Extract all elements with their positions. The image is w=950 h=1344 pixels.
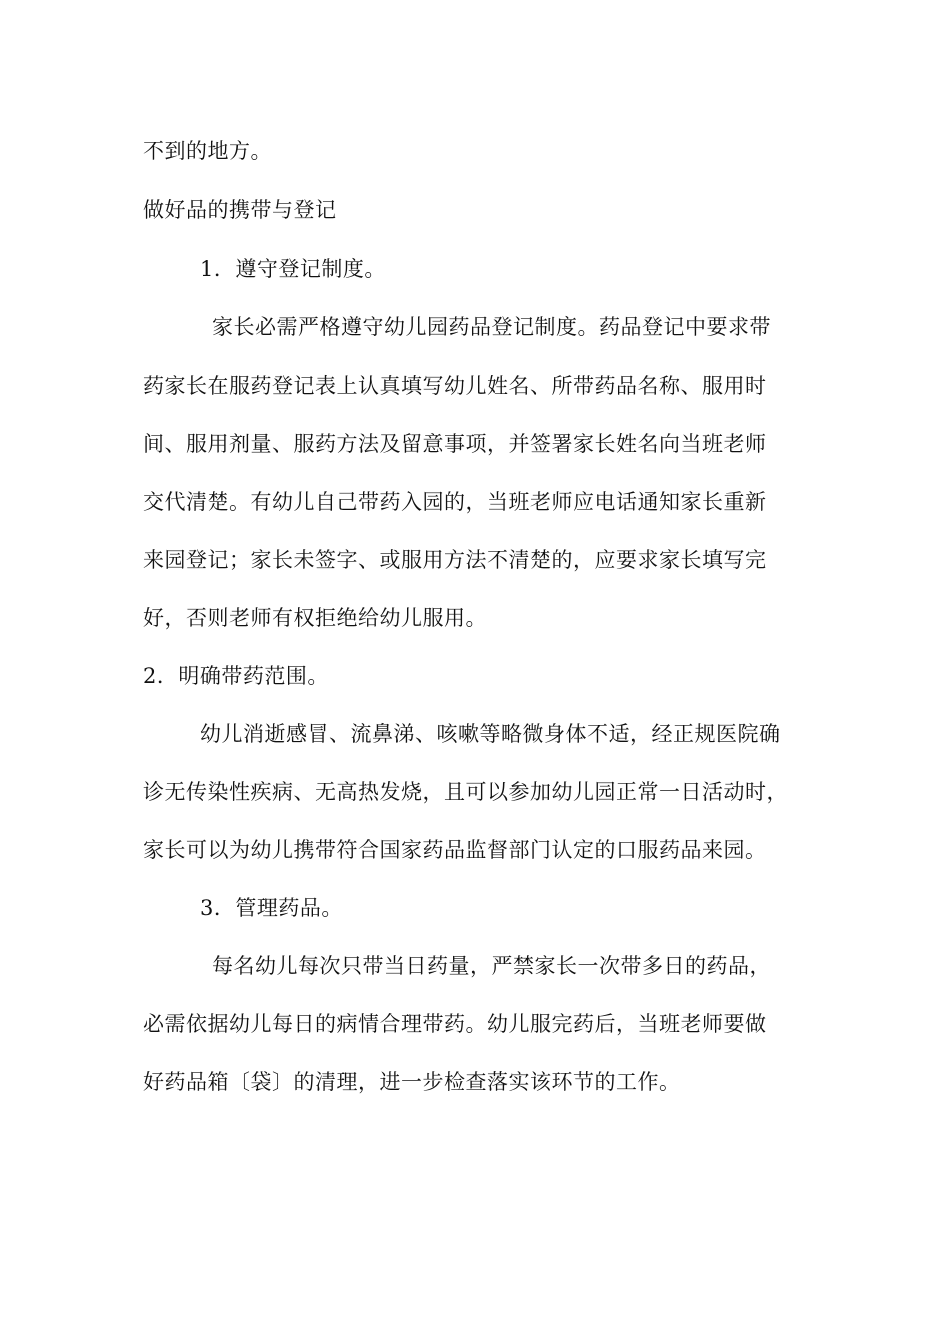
paragraph-line: 来园登记；家长未签字、或服用方法不清楚的，应要求家长填写完 (143, 548, 767, 572)
paragraph-line: 家长必需严格遵守幼儿园药品登记制度。药品登记中要求带 (212, 315, 771, 339)
item-heading-2: 2．明确带药范围。 (143, 664, 329, 688)
paragraph-line: 家长可以为幼儿携带符合国家药品监督部门认定的口服药品来园。 (143, 838, 767, 862)
paragraph-line: 药家长在服药登记表上认真填写幼儿姓名、所带药品名称、服用时 (143, 374, 767, 398)
section-heading: 做好品的携带与登记 (143, 198, 337, 222)
paragraph-line: 不到的地方。 (143, 139, 272, 163)
paragraph-line: 好药品箱〔袋〕的清理，进一步检查落实该环节的工作。 (143, 1070, 681, 1094)
paragraph-line: 间、服用剂量、服药方法及留意事项，并签署家长姓名向当班老师 (143, 432, 767, 456)
paragraph-line: 每名幼儿每次只带当日药量，严禁家长一次带多日的药品， (212, 954, 771, 978)
paragraph-line: 必需依据幼儿每日的病情合理带药。幼儿服完药后，当班老师要做 (143, 1012, 767, 1036)
paragraph-line: 好，否则老师有权拒绝给幼儿服用。 (143, 606, 487, 630)
paragraph-line: 诊无传染性疾病、无高热发烧，且可以参加幼儿园正常一日活动时， (143, 780, 788, 804)
item-heading-3: 3．管理药品。 (200, 896, 343, 920)
item-heading-1: 1．遵守登记制度。 (200, 257, 386, 281)
paragraph-line: 交代清楚。有幼儿自己带药入园的，当班老师应电话通知家长重新 (143, 490, 767, 514)
paragraph-line: 幼儿消逝感冒、流鼻涕、咳嗽等略微身体不适，经正规医院确 (200, 722, 781, 746)
